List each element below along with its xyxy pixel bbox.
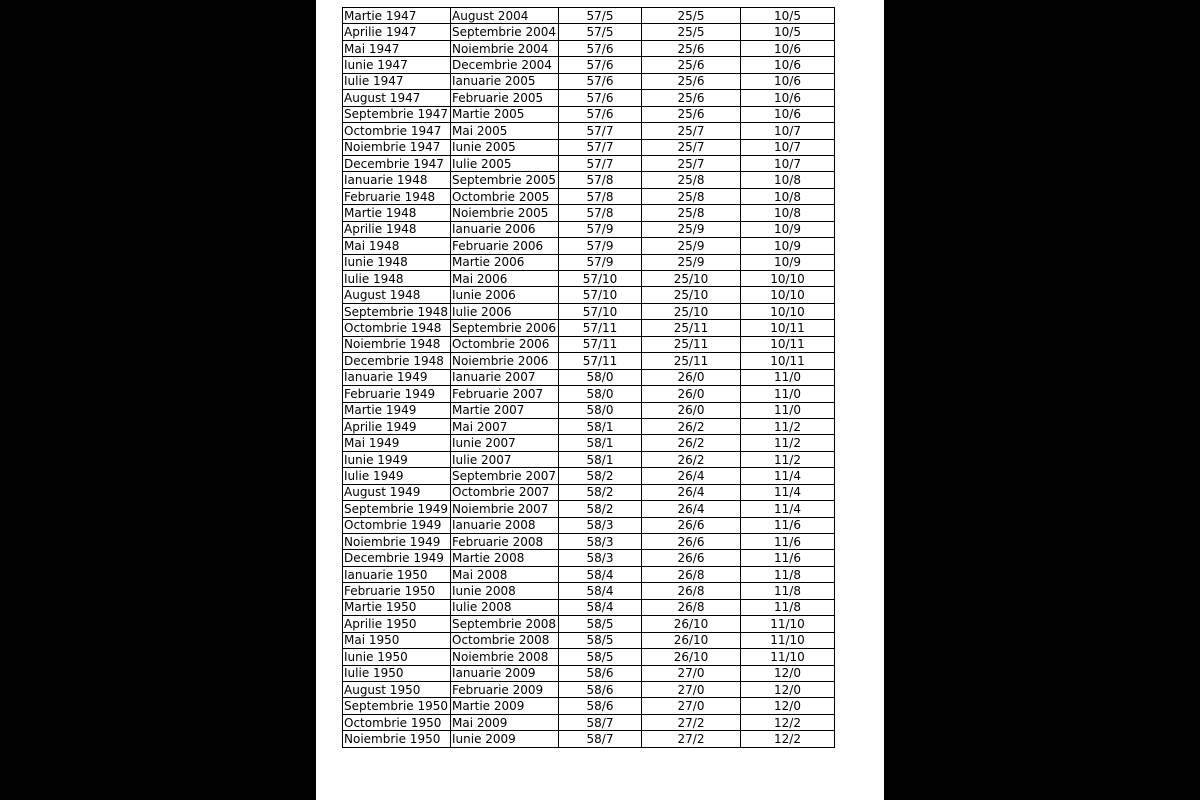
contribution-women-cell: 27/0 bbox=[642, 665, 741, 681]
table-row bbox=[343, 534, 835, 550]
birth-date-cell: Martie 1948 bbox=[343, 205, 451, 221]
birth-date-cell: Martie 1949 bbox=[343, 402, 451, 418]
contribution-min-cell: 10/8 bbox=[741, 188, 835, 204]
contribution-min-cell: 11/0 bbox=[741, 386, 835, 402]
contribution-women-cell: 25/7 bbox=[642, 123, 741, 139]
birth-date-cell: Noiembrie 1947 bbox=[343, 139, 451, 155]
contribution-min-cell: 10/6 bbox=[741, 40, 835, 56]
birth-date-cell: Noiembrie 1948 bbox=[343, 336, 451, 352]
contribution-min-cell: 11/0 bbox=[741, 369, 835, 385]
contribution-women-cell: 25/8 bbox=[642, 188, 741, 204]
table-row bbox=[343, 714, 835, 730]
contribution-women-cell: 25/6 bbox=[642, 40, 741, 56]
contribution-women-cell: 26/8 bbox=[642, 599, 741, 615]
retirement-date-cell: Octombrie 2005 bbox=[451, 188, 559, 204]
birth-date-cell: Decembrie 1948 bbox=[343, 353, 451, 369]
contribution-min-cell: 12/0 bbox=[741, 665, 835, 681]
contribution-min-cell: 10/7 bbox=[741, 139, 835, 155]
birth-date-cell: Octombrie 1948 bbox=[343, 320, 451, 336]
birth-date-cell: Septembrie 1947 bbox=[343, 106, 451, 122]
standard-age-cell: 58/5 bbox=[559, 616, 642, 632]
table-row bbox=[343, 583, 835, 599]
contribution-women-cell: 25/11 bbox=[642, 353, 741, 369]
contribution-women-cell: 25/10 bbox=[642, 287, 741, 303]
contribution-min-cell: 12/2 bbox=[741, 714, 835, 730]
contribution-women-cell: 26/0 bbox=[642, 386, 741, 402]
retirement-date-cell: Februarie 2007 bbox=[451, 386, 559, 402]
contribution-min-cell: 10/6 bbox=[741, 106, 835, 122]
contribution-min-cell: 10/9 bbox=[741, 238, 835, 254]
contribution-women-cell: 26/0 bbox=[642, 369, 741, 385]
retirement-date-cell: Martie 2006 bbox=[451, 254, 559, 270]
table-row bbox=[343, 681, 835, 697]
table-row bbox=[343, 90, 835, 106]
birth-date-cell: Octombrie 1950 bbox=[343, 714, 451, 730]
table-row bbox=[343, 451, 835, 467]
retirement-date-cell: Martie 2005 bbox=[451, 106, 559, 122]
retirement-date-cell: Februarie 2006 bbox=[451, 238, 559, 254]
contribution-min-cell: 11/8 bbox=[741, 566, 835, 582]
standard-age-cell: 58/3 bbox=[559, 534, 642, 550]
contribution-women-cell: 25/6 bbox=[642, 90, 741, 106]
contribution-min-cell: 10/11 bbox=[741, 320, 835, 336]
birth-date-cell: Iunie 1949 bbox=[343, 451, 451, 467]
retirement-date-cell: Noiembrie 2004 bbox=[451, 40, 559, 56]
standard-age-cell: 57/7 bbox=[559, 123, 642, 139]
standard-age-cell: 57/10 bbox=[559, 303, 642, 319]
standard-age-cell: 58/1 bbox=[559, 451, 642, 467]
contribution-min-cell: 10/10 bbox=[741, 287, 835, 303]
birth-date-cell: Martie 1947 bbox=[343, 8, 451, 24]
standard-age-cell: 58/1 bbox=[559, 418, 642, 434]
retirement-date-cell: Ianuarie 2007 bbox=[451, 369, 559, 385]
standard-age-cell: 58/2 bbox=[559, 468, 642, 484]
contribution-min-cell: 11/6 bbox=[741, 534, 835, 550]
table-row bbox=[343, 435, 835, 451]
table-row bbox=[343, 418, 835, 434]
table-body bbox=[343, 8, 835, 748]
contribution-women-cell: 25/6 bbox=[642, 57, 741, 73]
retirement-date-cell: Septembrie 2007 bbox=[451, 468, 559, 484]
contribution-min-cell: 11/2 bbox=[741, 418, 835, 434]
contribution-women-cell: 25/8 bbox=[642, 205, 741, 221]
contribution-women-cell: 25/9 bbox=[642, 238, 741, 254]
contribution-women-cell: 25/11 bbox=[642, 320, 741, 336]
contribution-women-cell: 25/9 bbox=[642, 221, 741, 237]
retirement-date-cell: Februarie 2008 bbox=[451, 534, 559, 550]
retirement-date-cell: Mai 2007 bbox=[451, 418, 559, 434]
table-row bbox=[343, 386, 835, 402]
contribution-women-cell: 27/0 bbox=[642, 681, 741, 697]
table-row bbox=[343, 8, 835, 24]
retirement-date-cell: Iulie 2005 bbox=[451, 155, 559, 171]
contribution-women-cell: 26/6 bbox=[642, 517, 741, 533]
contribution-min-cell: 11/10 bbox=[741, 632, 835, 648]
contribution-women-cell: 26/10 bbox=[642, 649, 741, 665]
retirement-date-cell: Martie 2008 bbox=[451, 550, 559, 566]
standard-age-cell: 57/6 bbox=[559, 57, 642, 73]
contribution-women-cell: 25/11 bbox=[642, 336, 741, 352]
contribution-min-cell: 11/10 bbox=[741, 616, 835, 632]
birth-date-cell: August 1947 bbox=[343, 90, 451, 106]
standard-age-cell: 58/4 bbox=[559, 599, 642, 615]
birth-date-cell: Mai 1948 bbox=[343, 238, 451, 254]
birth-date-cell: Noiembrie 1950 bbox=[343, 731, 451, 747]
birth-date-cell: August 1949 bbox=[343, 484, 451, 500]
retirement-date-cell: Ianuarie 2005 bbox=[451, 73, 559, 89]
retirement-date-cell: Iunie 2009 bbox=[451, 731, 559, 747]
retirement-date-cell: Octombrie 2008 bbox=[451, 632, 559, 648]
standard-age-cell: 57/11 bbox=[559, 353, 642, 369]
table-row bbox=[343, 24, 835, 40]
contribution-min-cell: 11/10 bbox=[741, 649, 835, 665]
contribution-women-cell: 26/4 bbox=[642, 501, 741, 517]
table-row bbox=[343, 139, 835, 155]
birth-date-cell: Decembrie 1949 bbox=[343, 550, 451, 566]
table-row bbox=[343, 517, 835, 533]
standard-age-cell: 57/5 bbox=[559, 24, 642, 40]
birth-date-cell: Februarie 1950 bbox=[343, 583, 451, 599]
standard-age-cell: 57/6 bbox=[559, 73, 642, 89]
retirement-date-cell: Iulie 2006 bbox=[451, 303, 559, 319]
contribution-min-cell: 10/8 bbox=[741, 205, 835, 221]
table-row bbox=[343, 221, 835, 237]
birth-date-cell: Februarie 1949 bbox=[343, 386, 451, 402]
standard-age-cell: 57/8 bbox=[559, 205, 642, 221]
contribution-women-cell: 26/2 bbox=[642, 435, 741, 451]
table-row bbox=[343, 106, 835, 122]
retirement-date-cell: Octombrie 2006 bbox=[451, 336, 559, 352]
contribution-min-cell: 11/2 bbox=[741, 435, 835, 451]
table-row bbox=[343, 205, 835, 221]
retirement-date-cell: Decembrie 2004 bbox=[451, 57, 559, 73]
contribution-min-cell: 11/2 bbox=[741, 451, 835, 467]
standard-age-cell: 58/5 bbox=[559, 649, 642, 665]
standard-age-cell: 58/6 bbox=[559, 698, 642, 714]
contribution-min-cell: 11/8 bbox=[741, 599, 835, 615]
standard-age-cell: 57/11 bbox=[559, 320, 642, 336]
table-row bbox=[343, 599, 835, 615]
retirement-date-cell: Iunie 2008 bbox=[451, 583, 559, 599]
standard-age-cell: 58/3 bbox=[559, 550, 642, 566]
retirement-date-cell: Iunie 2007 bbox=[451, 435, 559, 451]
table-row bbox=[343, 303, 835, 319]
contribution-women-cell: 25/8 bbox=[642, 172, 741, 188]
birth-date-cell: Iulie 1947 bbox=[343, 73, 451, 89]
table-row bbox=[343, 632, 835, 648]
contribution-min-cell: 11/8 bbox=[741, 583, 835, 599]
contribution-women-cell: 26/6 bbox=[642, 534, 741, 550]
retirement-date-cell: Mai 2008 bbox=[451, 566, 559, 582]
standard-age-cell: 57/11 bbox=[559, 336, 642, 352]
birth-date-cell: Iulie 1950 bbox=[343, 665, 451, 681]
birth-date-cell: Aprilie 1947 bbox=[343, 24, 451, 40]
standard-age-cell: 57/9 bbox=[559, 221, 642, 237]
retirement-date-cell: Noiembrie 2006 bbox=[451, 353, 559, 369]
contribution-min-cell: 10/7 bbox=[741, 123, 835, 139]
contribution-women-cell: 25/6 bbox=[642, 106, 741, 122]
retirement-date-cell: Septembrie 2006 bbox=[451, 320, 559, 336]
contribution-min-cell: 12/0 bbox=[741, 698, 835, 714]
retirement-date-cell: Iunie 2005 bbox=[451, 139, 559, 155]
contribution-women-cell: 25/5 bbox=[642, 24, 741, 40]
standard-age-cell: 58/4 bbox=[559, 566, 642, 582]
retirement-date-cell: Iulie 2007 bbox=[451, 451, 559, 467]
contribution-women-cell: 27/0 bbox=[642, 698, 741, 714]
contribution-min-cell: 10/6 bbox=[741, 90, 835, 106]
standard-age-cell: 57/9 bbox=[559, 254, 642, 270]
contribution-min-cell: 12/2 bbox=[741, 731, 835, 747]
standard-age-cell: 58/2 bbox=[559, 501, 642, 517]
contribution-women-cell: 26/8 bbox=[642, 566, 741, 582]
table-row bbox=[343, 698, 835, 714]
contribution-women-cell: 27/2 bbox=[642, 731, 741, 747]
standard-age-cell: 57/8 bbox=[559, 188, 642, 204]
contribution-women-cell: 26/10 bbox=[642, 632, 741, 648]
standard-age-cell: 57/8 bbox=[559, 172, 642, 188]
contribution-min-cell: 11/4 bbox=[741, 484, 835, 500]
contribution-min-cell: 10/8 bbox=[741, 172, 835, 188]
standard-age-cell: 57/10 bbox=[559, 287, 642, 303]
table-row bbox=[343, 336, 835, 352]
retirement-date-cell: Martie 2007 bbox=[451, 402, 559, 418]
birth-date-cell: Martie 1950 bbox=[343, 599, 451, 615]
table-row bbox=[343, 616, 835, 632]
retirement-date-cell: Mai 2006 bbox=[451, 271, 559, 287]
birth-date-cell: Octombrie 1947 bbox=[343, 123, 451, 139]
standard-age-cell: 58/2 bbox=[559, 484, 642, 500]
birth-date-cell: Iulie 1948 bbox=[343, 271, 451, 287]
contribution-min-cell: 11/6 bbox=[741, 517, 835, 533]
table-row bbox=[343, 731, 835, 747]
contribution-women-cell: 25/10 bbox=[642, 271, 741, 287]
table-row bbox=[343, 40, 835, 56]
retirement-date-cell: Noiembrie 2007 bbox=[451, 501, 559, 517]
retirement-date-cell: Septembrie 2008 bbox=[451, 616, 559, 632]
contribution-min-cell: 10/9 bbox=[741, 254, 835, 270]
contribution-women-cell: 26/4 bbox=[642, 468, 741, 484]
table-row bbox=[343, 369, 835, 385]
retirement-date-cell: Noiembrie 2008 bbox=[451, 649, 559, 665]
table-row bbox=[343, 271, 835, 287]
contribution-min-cell: 12/0 bbox=[741, 681, 835, 697]
table-row bbox=[343, 123, 835, 139]
birth-date-cell: Ianuarie 1949 bbox=[343, 369, 451, 385]
table-row bbox=[343, 238, 835, 254]
contribution-women-cell: 26/6 bbox=[642, 550, 741, 566]
birth-date-cell: Septembrie 1948 bbox=[343, 303, 451, 319]
contribution-min-cell: 10/5 bbox=[741, 8, 835, 24]
retirement-date-cell: Februarie 2005 bbox=[451, 90, 559, 106]
standard-age-cell: 57/7 bbox=[559, 139, 642, 155]
contribution-women-cell: 26/2 bbox=[642, 418, 741, 434]
table-row bbox=[343, 73, 835, 89]
contribution-min-cell: 10/5 bbox=[741, 24, 835, 40]
retirement-date-cell: Septembrie 2005 bbox=[451, 172, 559, 188]
table-row bbox=[343, 402, 835, 418]
standard-age-cell: 58/0 bbox=[559, 402, 642, 418]
table-row bbox=[343, 188, 835, 204]
birth-date-cell: August 1948 bbox=[343, 287, 451, 303]
contribution-min-cell: 10/10 bbox=[741, 271, 835, 287]
standard-age-cell: 58/6 bbox=[559, 681, 642, 697]
birth-date-cell: Decembrie 1947 bbox=[343, 155, 451, 171]
birth-date-cell: Ianuarie 1948 bbox=[343, 172, 451, 188]
birth-date-cell: Septembrie 1949 bbox=[343, 501, 451, 517]
birth-date-cell: Aprilie 1948 bbox=[343, 221, 451, 237]
birth-date-cell: Septembrie 1950 bbox=[343, 698, 451, 714]
standard-age-cell: 58/3 bbox=[559, 517, 642, 533]
birth-date-cell: Iunie 1948 bbox=[343, 254, 451, 270]
retirement-date-cell: Februarie 2009 bbox=[451, 681, 559, 697]
birth-date-cell: Iulie 1949 bbox=[343, 468, 451, 484]
birth-date-cell: Ianuarie 1950 bbox=[343, 566, 451, 582]
contribution-women-cell: 25/6 bbox=[642, 73, 741, 89]
table-row bbox=[343, 649, 835, 665]
retirement-date-cell: Octombrie 2007 bbox=[451, 484, 559, 500]
table-row bbox=[343, 172, 835, 188]
contribution-women-cell: 25/9 bbox=[642, 254, 741, 270]
standard-age-cell: 58/7 bbox=[559, 714, 642, 730]
retirement-date-cell: Noiembrie 2005 bbox=[451, 205, 559, 221]
table-row bbox=[343, 254, 835, 270]
retirement-date-cell: Ianuarie 2008 bbox=[451, 517, 559, 533]
table-row bbox=[343, 287, 835, 303]
birth-date-cell: Octombrie 1949 bbox=[343, 517, 451, 533]
standard-age-cell: 57/5 bbox=[559, 8, 642, 24]
retirement-age-table bbox=[342, 7, 835, 748]
table-row bbox=[343, 501, 835, 517]
contribution-min-cell: 11/0 bbox=[741, 402, 835, 418]
standard-age-cell: 58/6 bbox=[559, 665, 642, 681]
retirement-date-cell: Septembrie 2004 bbox=[451, 24, 559, 40]
birth-date-cell: Mai 1947 bbox=[343, 40, 451, 56]
retirement-date-cell: August 2004 bbox=[451, 8, 559, 24]
retirement-date-cell: Mai 2009 bbox=[451, 714, 559, 730]
table-row bbox=[343, 468, 835, 484]
retirement-date-cell: Iulie 2008 bbox=[451, 599, 559, 615]
contribution-min-cell: 11/6 bbox=[741, 550, 835, 566]
table-row bbox=[343, 665, 835, 681]
document-page bbox=[316, 0, 884, 800]
contribution-women-cell: 26/8 bbox=[642, 583, 741, 599]
contribution-women-cell: 25/7 bbox=[642, 139, 741, 155]
contribution-min-cell: 10/6 bbox=[741, 57, 835, 73]
standard-age-cell: 58/5 bbox=[559, 632, 642, 648]
contribution-women-cell: 26/2 bbox=[642, 451, 741, 467]
contribution-women-cell: 25/10 bbox=[642, 303, 741, 319]
contribution-women-cell: 25/7 bbox=[642, 155, 741, 171]
table-row bbox=[343, 484, 835, 500]
standard-age-cell: 58/4 bbox=[559, 583, 642, 599]
standard-age-cell: 57/6 bbox=[559, 90, 642, 106]
retirement-date-cell: Iunie 2006 bbox=[451, 287, 559, 303]
retirement-date-cell: Martie 2009 bbox=[451, 698, 559, 714]
standard-age-cell: 57/9 bbox=[559, 238, 642, 254]
contribution-min-cell: 10/9 bbox=[741, 221, 835, 237]
retirement-date-cell: Mai 2005 bbox=[451, 123, 559, 139]
contribution-min-cell: 11/4 bbox=[741, 468, 835, 484]
birth-date-cell: Mai 1949 bbox=[343, 435, 451, 451]
standard-age-cell: 58/7 bbox=[559, 731, 642, 747]
contribution-women-cell: 26/0 bbox=[642, 402, 741, 418]
standard-age-cell: 57/10 bbox=[559, 271, 642, 287]
birth-date-cell: August 1950 bbox=[343, 681, 451, 697]
standard-age-cell: 58/0 bbox=[559, 386, 642, 402]
birth-date-cell: Iunie 1947 bbox=[343, 57, 451, 73]
birth-date-cell: Aprilie 1949 bbox=[343, 418, 451, 434]
contribution-min-cell: 10/7 bbox=[741, 155, 835, 171]
retirement-date-cell: Ianuarie 2009 bbox=[451, 665, 559, 681]
contribution-min-cell: 10/11 bbox=[741, 336, 835, 352]
table-row bbox=[343, 353, 835, 369]
contribution-women-cell: 25/5 bbox=[642, 8, 741, 24]
contribution-women-cell: 27/2 bbox=[642, 714, 741, 730]
birth-date-cell: Iunie 1950 bbox=[343, 649, 451, 665]
birth-date-cell: Februarie 1948 bbox=[343, 188, 451, 204]
birth-date-cell: Aprilie 1950 bbox=[343, 616, 451, 632]
table-row bbox=[343, 566, 835, 582]
contribution-min-cell: 11/4 bbox=[741, 501, 835, 517]
retirement-date-cell: Ianuarie 2006 bbox=[451, 221, 559, 237]
contribution-min-cell: 10/6 bbox=[741, 73, 835, 89]
birth-date-cell: Noiembrie 1949 bbox=[343, 534, 451, 550]
table-row bbox=[343, 57, 835, 73]
standard-age-cell: 58/1 bbox=[559, 435, 642, 451]
table-row bbox=[343, 320, 835, 336]
table-row bbox=[343, 155, 835, 171]
standard-age-cell: 58/0 bbox=[559, 369, 642, 385]
birth-date-cell: Mai 1950 bbox=[343, 632, 451, 648]
contribution-women-cell: 26/4 bbox=[642, 484, 741, 500]
standard-age-cell: 57/6 bbox=[559, 40, 642, 56]
contribution-min-cell: 10/10 bbox=[741, 303, 835, 319]
contribution-women-cell: 26/10 bbox=[642, 616, 741, 632]
contribution-min-cell: 10/11 bbox=[741, 353, 835, 369]
standard-age-cell: 57/6 bbox=[559, 106, 642, 122]
standard-age-cell: 57/7 bbox=[559, 155, 642, 171]
table-row bbox=[343, 550, 835, 566]
